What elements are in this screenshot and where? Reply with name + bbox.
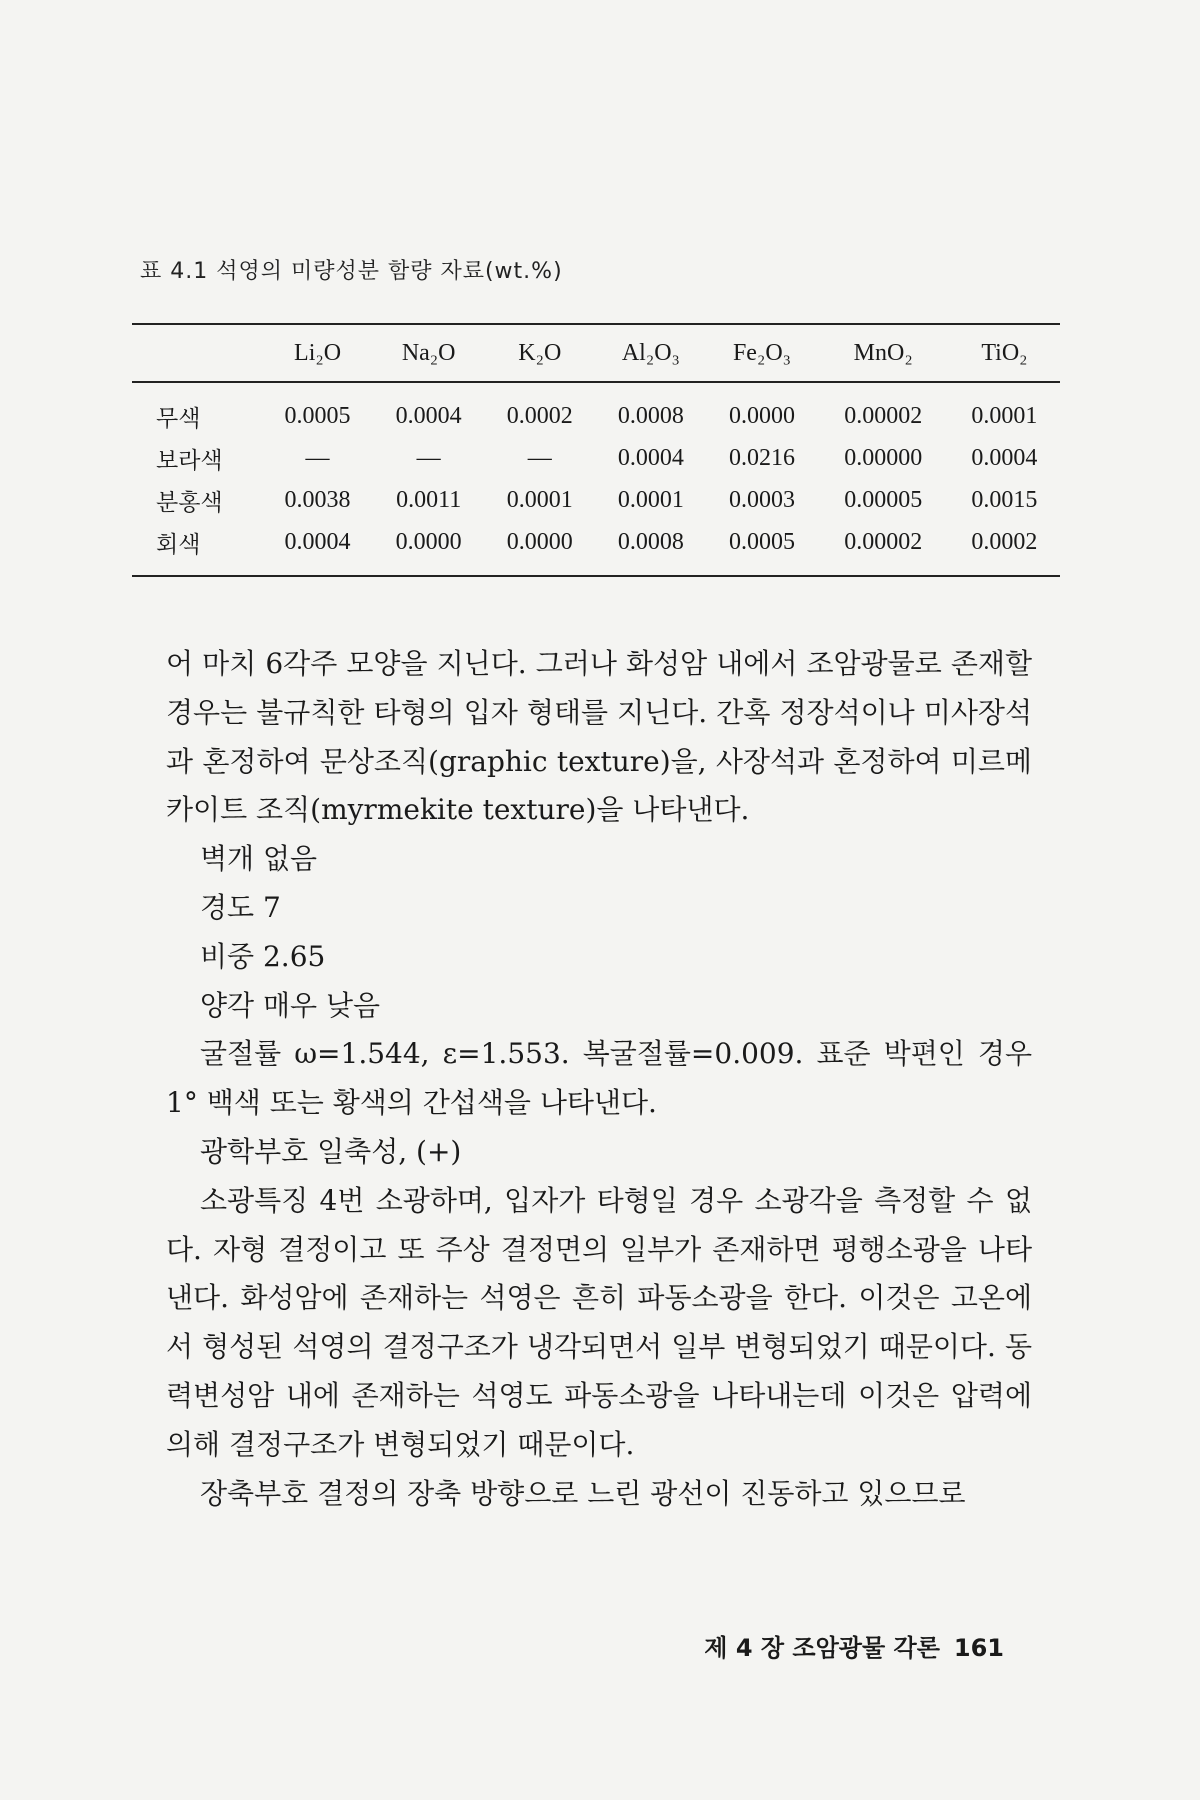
table-cell: 0.0001 — [617, 486, 684, 513]
table-header-cell — [132, 324, 262, 382]
table-cell: 0.0004 — [971, 444, 1038, 471]
table-row — [132, 437, 1060, 479]
table-header-cell: Al₂O₃ — [621, 339, 680, 366]
table-row — [132, 479, 1060, 521]
table-cell: 0.0004 — [262, 521, 373, 576]
paragraph-continued: 어 마치 6각주 모양을 지닌다. 그러나 화성암 내에서 조암광물로 존재할 경우는 불규칙한 타형의 입자 형태를 지닌다. 간혹 정장석이나 미사장석과 혼정하여 문상조직(graphic texture)을, 사장석과 혼정하여 미르메카이트 조직(myrmekite texture)을 나타낸다. — [166, 647, 1032, 827]
table-cell: 0.00005 — [844, 486, 923, 513]
table-cell: 0.00002 — [844, 402, 923, 429]
table-cell: 0.0001 — [506, 486, 573, 513]
table-cell: 0.0008 — [595, 521, 706, 576]
paragraph-refractive-index: 굴절률 ω=1.544, ε=1.553. 복굴절률=0.009. 표준 박편인 경우 1° 백색 또는 황색의 간섭색을 나타낸다. — [166, 1037, 1032, 1120]
row-label: 분홍색 — [156, 489, 223, 516]
page-number: 161 — [953, 1634, 1004, 1662]
table-cell: 0.0000 — [484, 521, 595, 576]
table-cell: — — [527, 444, 552, 471]
table-cell: 0.0038 — [284, 486, 351, 513]
page-footer — [704, 1628, 1004, 1663]
table-header-cell: MnO₂ — [853, 339, 913, 366]
table-cell: 0.0005 — [284, 402, 351, 429]
paragraph-relief: 양각 매우 낮음 — [200, 988, 381, 1022]
paragraph-specific-gravity: 비중 2.65 — [200, 939, 326, 973]
table-cell: — — [416, 444, 441, 471]
paragraph-extinction: 소광특징 4번 소광하며, 입자가 타형일 경우 소광각을 측정할 수 없다. 자형 결정이고 또 주상 결정면의 일부가 존재하면 평행소광을 나타낸다. 화성암에 존재하는 석영은 흔히 파동소광을 한다. 이것은 고온에서 형성된 석영의 결정구조가 냉각되면서 일부 변형되었기 때문이다. 동력변성암 내에 존재하는 석영도 파동소광을 나타내는데 이것은 압력에 의해 결정구조가 변형되었기 때문이다. — [166, 1183, 1032, 1461]
table-cell: 0.0000 — [728, 402, 795, 429]
table-caption: 표 4.1 석영의 미량성분 함량 자료(wt.%) — [140, 259, 563, 284]
row-label: 무색 — [156, 405, 201, 432]
row-label: 회색 — [132, 521, 262, 576]
body-text — [166, 640, 1032, 1518]
table-cell: 0.00002 — [818, 521, 949, 576]
table-header-cell: Fe₂O₃ — [732, 339, 792, 366]
table-cell: 0.0005 — [706, 521, 817, 576]
row-label: 보라색 — [156, 447, 223, 474]
table-cell: 0.0003 — [728, 486, 795, 513]
table-header-cell: Li₂O — [294, 339, 342, 366]
table-cell: 0.0000 — [373, 521, 484, 576]
table-cell: 0.00000 — [844, 444, 923, 471]
table-row — [132, 521, 1060, 576]
paragraph-optic-sign: 광학부호 일축성, (+) — [200, 1134, 462, 1168]
table-header-cell: TiO₂ — [981, 339, 1028, 366]
trace-element-table-container — [132, 323, 1060, 577]
table-cell: — — [305, 444, 330, 471]
table-cell: 0.0004 — [617, 444, 684, 471]
table-header-cell: Na₂O — [401, 339, 456, 366]
table-header-cell: K₂O — [518, 339, 562, 366]
chapter-title: 제 4 장 조암광물 각론 — [704, 1634, 940, 1662]
table-cell: 0.0015 — [971, 486, 1038, 513]
table-cell: 0.0008 — [617, 402, 684, 429]
paragraph-hardness: 경도 7 — [200, 890, 281, 924]
table-header-row — [132, 324, 1060, 382]
table-cell: 0.0011 — [396, 486, 462, 513]
table-cell: 0.0001 — [971, 402, 1038, 429]
table-row — [132, 382, 1060, 437]
paragraph-elongation-sign: 장축부호 결정의 장축 방향으로 느린 광선이 진동하고 있으므로 — [200, 1476, 966, 1510]
paragraph-cleavage: 벽개 없음 — [200, 842, 318, 876]
table-cell: 0.0002 — [949, 521, 1060, 576]
table-cell: 0.0216 — [728, 444, 795, 471]
table-cell: 0.0002 — [506, 402, 573, 429]
table-cell: 0.0004 — [395, 402, 462, 429]
trace-element-table — [132, 323, 1060, 577]
